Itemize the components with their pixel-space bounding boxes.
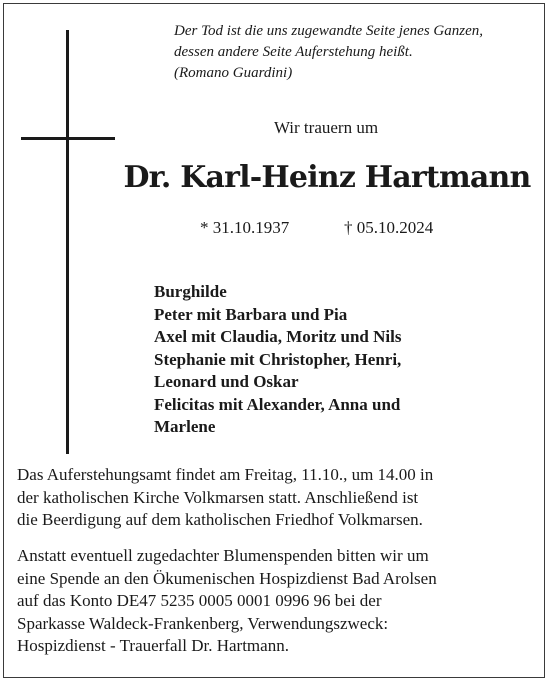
family-member: Peter mit Barbara und Pia [154, 304, 348, 324]
quote-line: dessen andere Seite Auferstehung heißt. [174, 44, 413, 60]
service-line: die Beerdigung auf dem katholischen Friedhof Volkmarsen. [17, 510, 423, 529]
cross-icon [66, 30, 69, 454]
service-info [17, 464, 537, 532]
family-member: Stephanie mit Christopher, Henri, [154, 349, 402, 369]
donation-line: Hospizdienst - Trauerfall Dr. Hartmann. [17, 636, 289, 655]
deceased-name: Dr. Karl-Heinz Hartmann [123, 160, 531, 195]
donation-line: Anstatt eventuell zugedachter Blumenspenden bitten wir um [17, 546, 429, 565]
quote-line: Der Tod ist die uns zugewandte Seite jenes Ganzen, [174, 23, 484, 39]
service-line: der katholischen Kirche Volkmarsen statt. Anschließend ist [17, 487, 419, 507]
birth-date: * 31.10.1937 [200, 218, 290, 237]
family-list [154, 281, 494, 439]
family-member: Axel mit Claudia, Moritz und Nils [154, 327, 402, 346]
quote [174, 21, 546, 84]
family-member: Felicitas mit Alexander, Anna und [154, 394, 401, 414]
donation-line: auf das Konto DE47 5235 0005 0001 0996 96 bei der [17, 591, 382, 610]
cross-icon-beam [21, 137, 115, 140]
family-member: Burghilde [154, 282, 227, 301]
donation-line: eine Spende an den Ökumenischen Hospizdienst Bad Arolsen [17, 568, 437, 588]
family-member: Marlene [154, 417, 216, 436]
mourning-intro: Wir trauern um [273, 118, 379, 137]
death-date: † 05.10.2024 [344, 218, 434, 237]
donation-line: Sparkasse Waldeck-Frankenberg, Verwendungszweck: [17, 613, 389, 633]
quote-author: (Romano Guardini) [174, 65, 293, 81]
service-line: Das Auferstehungsamt findet am Freitag, 11.10., um 14.00 in [17, 465, 434, 484]
family-member: Leonard und Oskar [154, 372, 299, 391]
donation-info [17, 545, 537, 658]
